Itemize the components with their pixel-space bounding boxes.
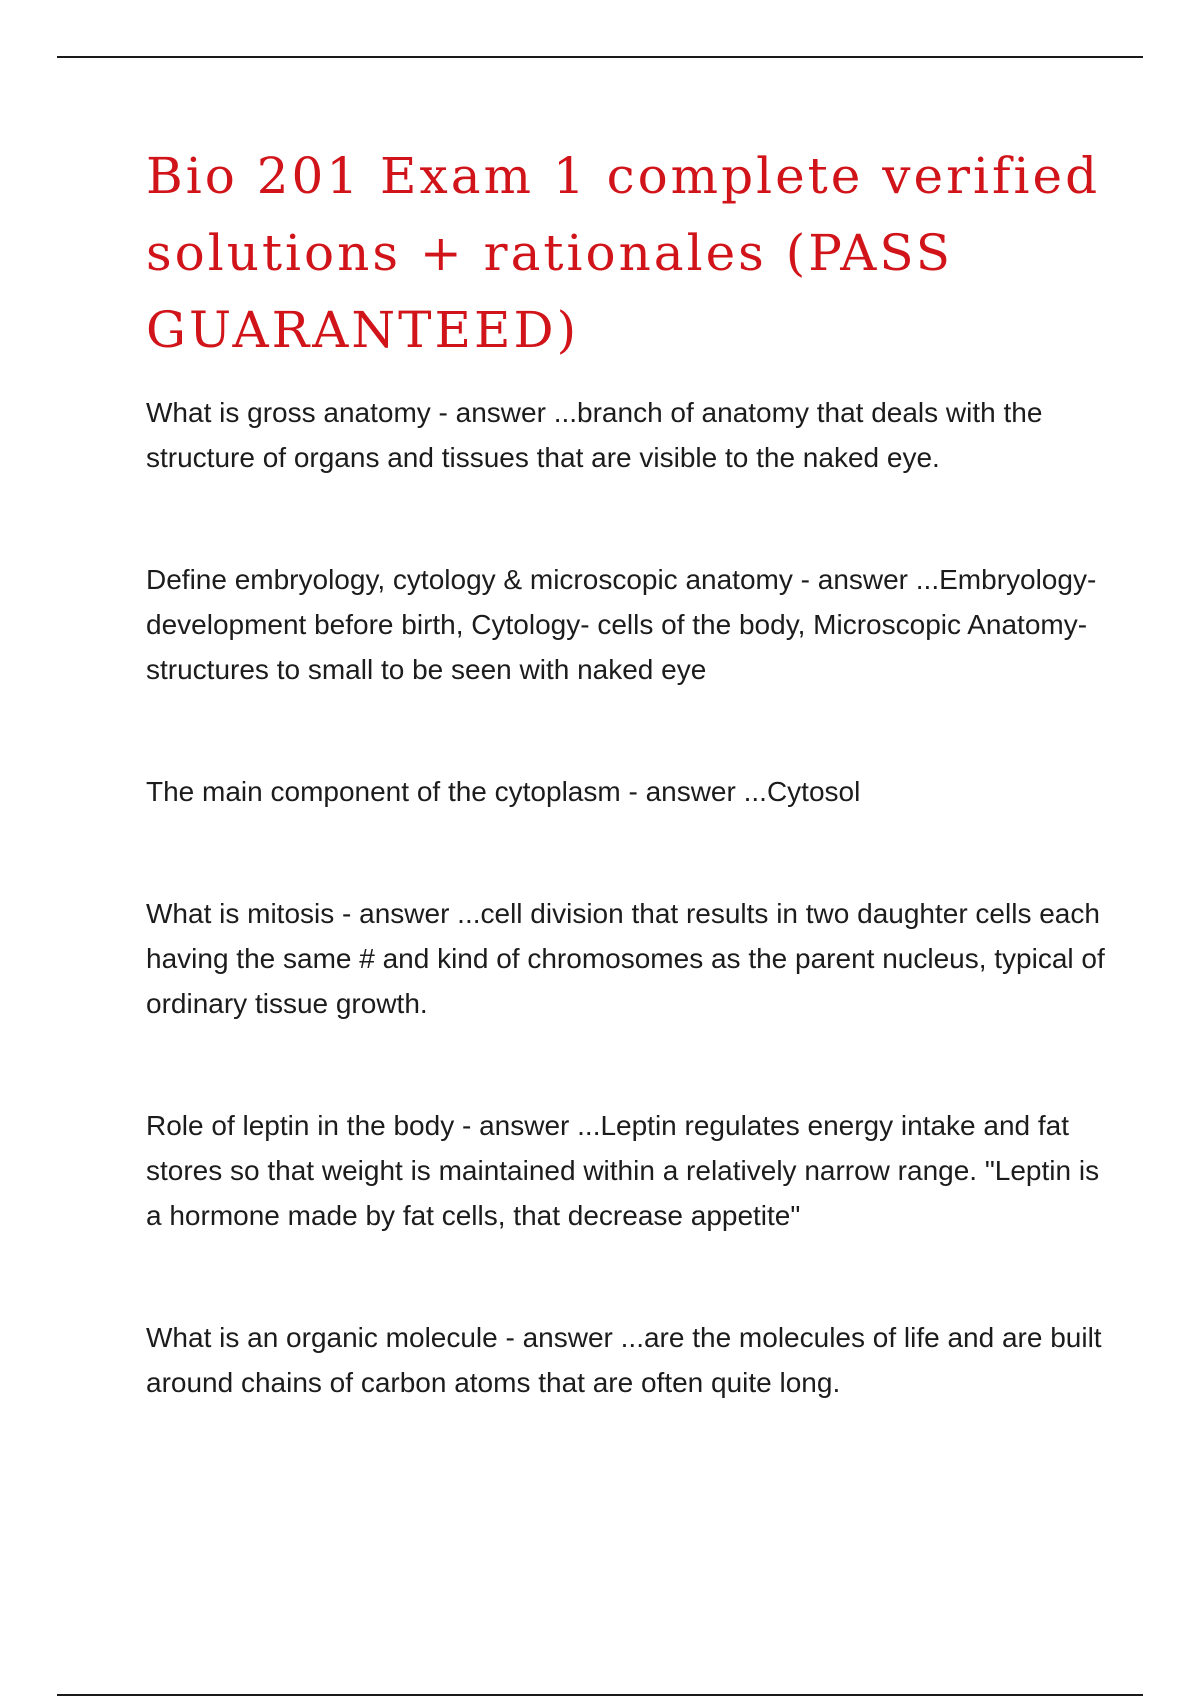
qa-entry-organic-molecule — [146, 1315, 1106, 1405]
qa-entry-text: Define embryology, cytology & microscopic anatomy - answer ...Embryology- development before birth, Cytology- cells of the body, Microscopic Anatomy- structures to small to be seen with naked eye — [146, 564, 1097, 685]
qa-list — [146, 390, 1106, 1482]
qa-entry-text: What is mitosis - answer ...cell division that results in two daughter cells each having the same # and kind of chromosomes as the parent nucleus, typical of ordinary tissue growth. — [146, 898, 1105, 1019]
qa-entry-text: Role of leptin in the body - answer ...Leptin regulates energy intake and fat stores so that weight is maintained within a relatively narrow range. "Leptin is a hormone made by fat cells, that decrease appetite" — [146, 1110, 1100, 1231]
qa-entry-text: The main component of the cytoplasm - answer ...Cytosol — [146, 776, 861, 807]
qa-entry-text: What is an organic molecule - answer ...are the molecules of life and are built around chains of carbon atoms that are often quite long. — [146, 1322, 1102, 1398]
document-title: Bio 201 Exam 1 complete verified solutions + rationales (PASS GUARANTEED) — [146, 147, 1101, 359]
qa-entry-leptin — [146, 1103, 1106, 1238]
qa-entry-mitosis — [146, 891, 1106, 1026]
qa-entry-embryology — [146, 557, 1106, 692]
qa-entry-gross-anatomy — [146, 390, 1106, 480]
qa-entry-text: What is gross anatomy - answer ...branch of anatomy that deals with the structure of organs and tissues that are visible to the naked eye. — [146, 397, 1043, 473]
top-rule — [57, 56, 1143, 58]
qa-entry-cytoplasm — [146, 769, 1106, 814]
bottom-rule — [57, 1694, 1143, 1696]
